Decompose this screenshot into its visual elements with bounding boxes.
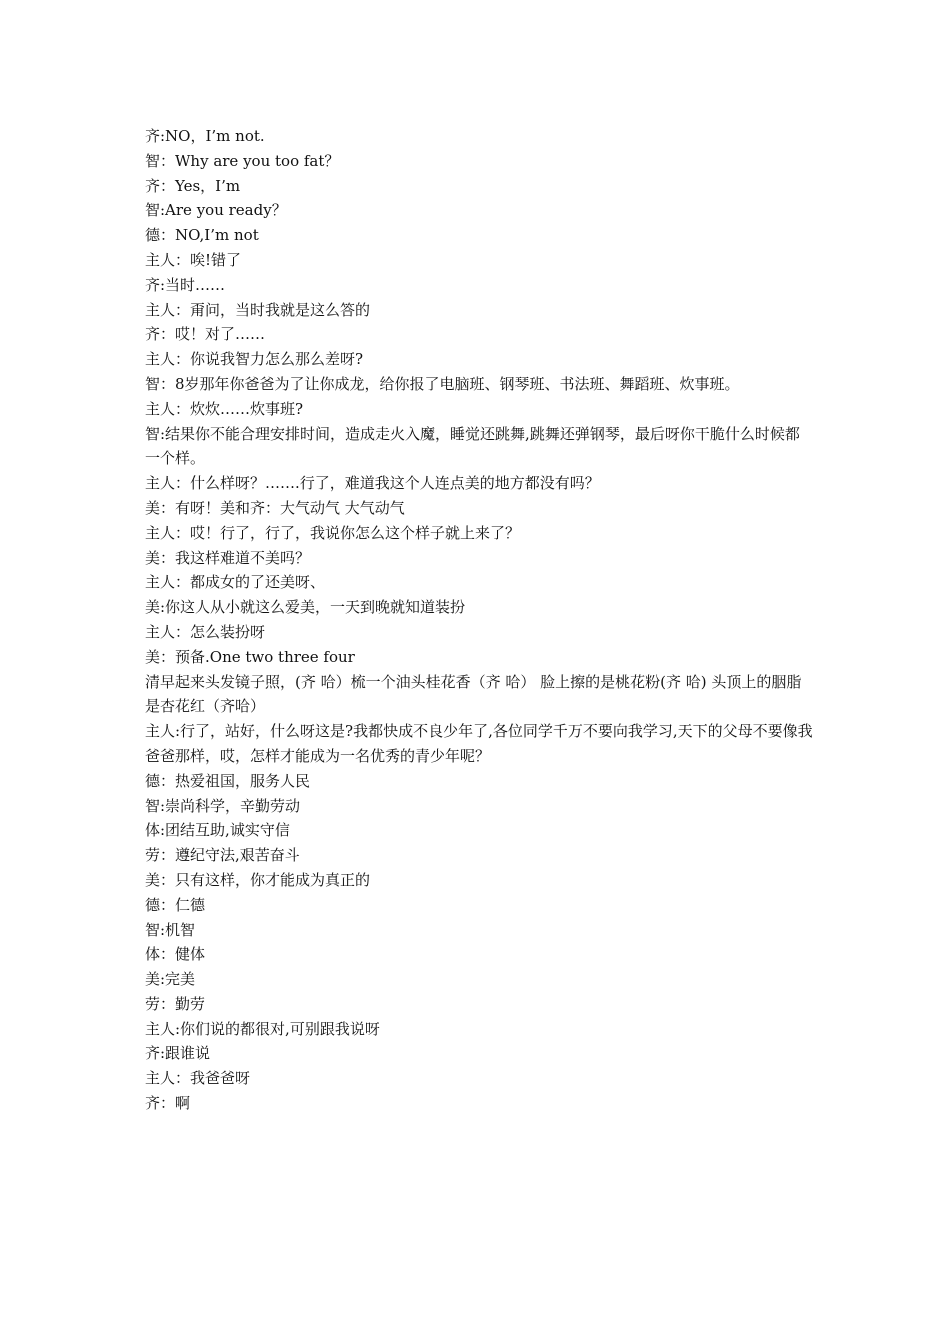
script-line: 体:团结互助,诚实守信 bbox=[145, 821, 290, 840]
script-line: 智:崇尚科学，辛勤劳动 bbox=[145, 796, 301, 815]
script-line: 齐：Yes，I’m bbox=[145, 176, 241, 195]
script-line: 智:机智 bbox=[145, 920, 196, 939]
script-line: 清早起来头发镜子照，(齐 哈）梳一个油头桂花香（齐 哈） 脸上擦的是桃花粉(齐 哈) 头顶上的胭脂是杏花红（齐哈） bbox=[145, 672, 802, 716]
script-line: 主人:你们说的都很对,可别跟我说呀 bbox=[145, 1019, 380, 1038]
script-line: 齐：哎！对了…… bbox=[145, 325, 266, 344]
script-line: 德：NO,I’m not bbox=[145, 226, 259, 245]
script-line: 主人：都成女的了还美呀、 bbox=[145, 573, 326, 592]
script-line: 劳：遵纪守法,艰苦奋斗 bbox=[145, 846, 300, 865]
script-line: 劳：勤劳 bbox=[145, 994, 206, 1013]
script-line: 主人：什么样呀？…….行了，难道我这个人连点美的地方都没有吗？ bbox=[145, 474, 600, 493]
script-line: 美:你这人从小就这么爱美，一天到晚就知道装扮 bbox=[145, 598, 466, 617]
script-line: 主人：甭问，当时我就是这么答的 bbox=[145, 300, 371, 319]
script-line: 齐:当时…… bbox=[145, 275, 226, 294]
script-line: 主人:行了，站好，什么呀这是?我都快成不良少年了,各位同学千万不要向我学习,天下的父母不要像我爸爸那样，哎，怎样才能成为一名优秀的青少年呢？ bbox=[145, 722, 813, 765]
script-line: 齐：啊 bbox=[145, 1094, 191, 1113]
script-line: 智:结果你不能合理安排时间，造成走火入魔，睡觉还跳舞,跳舞还弹钢琴，最后呀你干脆什么时候都一个样。 bbox=[145, 424, 800, 468]
script-line: 美:完美 bbox=[145, 970, 196, 989]
script-line: 主人：炊炊……炊事班? bbox=[145, 399, 304, 418]
script-line: 齐:跟谁说 bbox=[145, 1044, 211, 1063]
script-line: 齐:NO，I’m not. bbox=[145, 127, 265, 145]
script-line: 体：健体 bbox=[145, 945, 206, 964]
script-line: 主人：唉!错了 bbox=[145, 250, 242, 269]
document-body bbox=[145, 124, 813, 1116]
script-line: 美：我这样难道不美吗？ bbox=[145, 548, 311, 567]
script-line: 德：仁德 bbox=[145, 895, 206, 914]
script-line: 美：只有这样，你才能成为真正的 bbox=[145, 870, 371, 889]
script-line: 美：有呀！美和齐：大气动气 大气动气 bbox=[145, 498, 405, 517]
script-line: 主人：哎！行了，行了，我说你怎么这个样子就上来了？ bbox=[145, 523, 521, 542]
script-line: 美：预备.One two three four bbox=[145, 647, 355, 666]
script-line: 主人：我爸爸呀 bbox=[145, 1069, 251, 1088]
script-line: 智:Are you ready？ bbox=[145, 201, 287, 220]
script-line: 智：8岁那年你爸爸为了让你成龙，给你报了电脑班、钢琴班、书法班、舞蹈班、炊事班。 bbox=[145, 374, 740, 393]
script-line: 主人：你说我智力怎么那么差呀? bbox=[145, 350, 364, 369]
script-line: 智：Why are you too fat？ bbox=[145, 151, 340, 170]
script-line: 主人：怎么装扮呀 bbox=[145, 622, 266, 641]
script-line: 德：热爱祖国，服务人民 bbox=[145, 771, 311, 790]
